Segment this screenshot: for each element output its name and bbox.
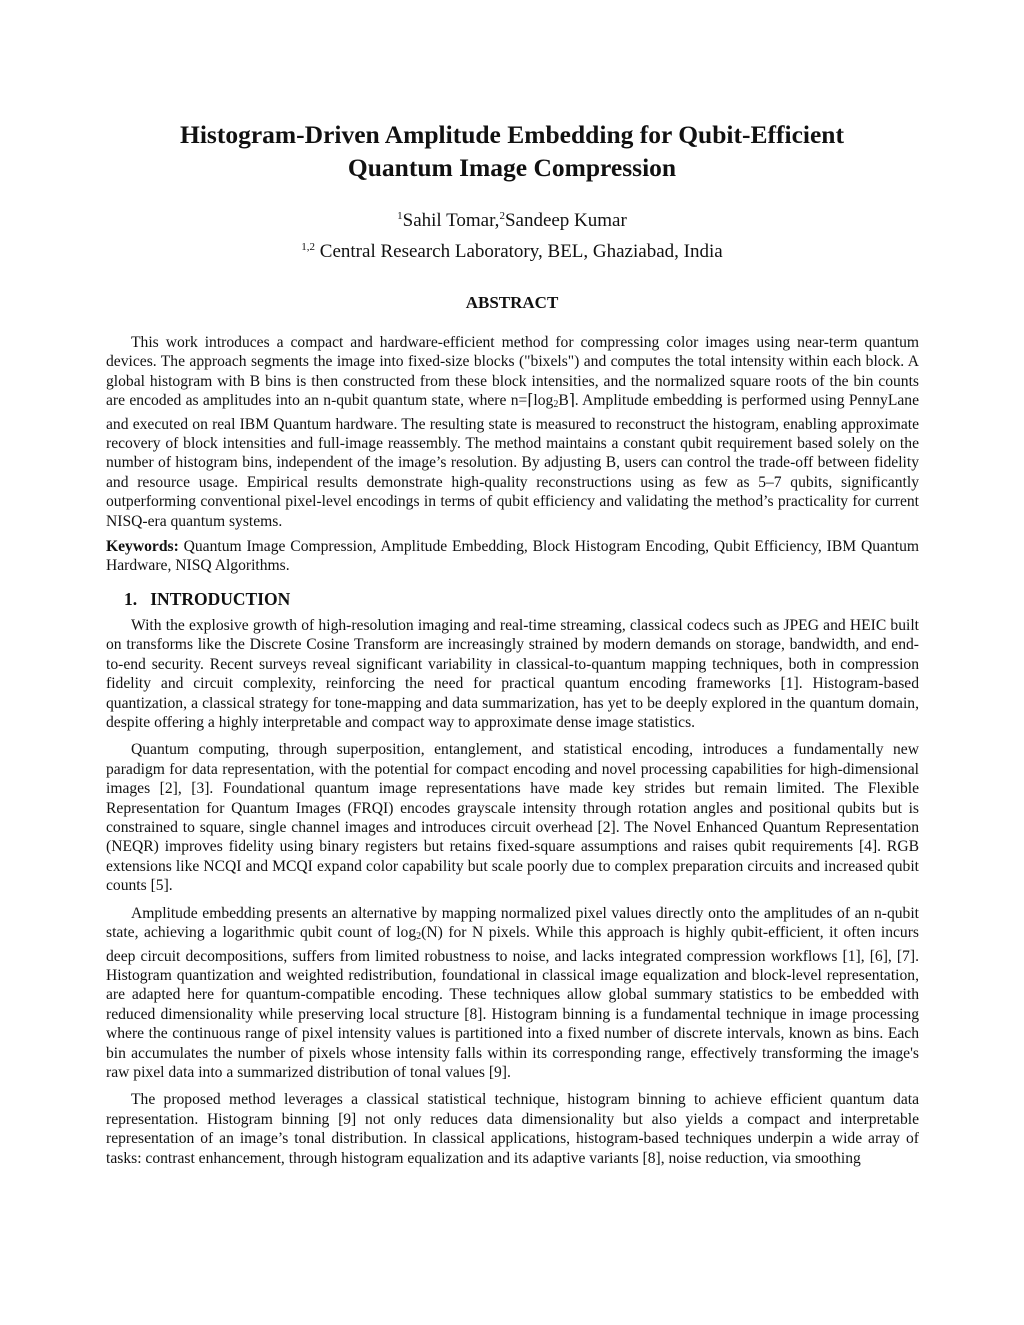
author-names xyxy=(100,203,924,234)
intro-p3-part-2: (N) for N pixels. While this approach is highly qubit-efficient, it often incurs deep circuit decompositions, suffers from limited robustness to noise, and lacks integrated compression workflows [1], [6], [7]. Histogram quantization and weighted redistribution, foundational in classical image equalization and block-level representation, are adapted here for quantum-compatible encoding. These techniques allow global summary statistics to be embedded with reduced dimensionality while preserving local structure [8]. Histogram binning is a fundamental technique in image processing where the continuous range of pixel intensity values is partitioned into a fixed number of discrete intervals, known as bins. Each bin accumulates the number of pixels whose intensity falls within its corresponding range, effectively transforming the image's raw pixel data into a summarized distribution of tonal values [9]. xyxy=(106,924,919,1081)
intro-paragraph-4: The proposed method leverages a classical statistical technique, histogram binning to achieve efficient quantum data representation. Histogram binning [9] not only reduces data dimensionality but also yields a compact and interpretable representation of an image’s tonal distribution. In classical applications, histogram-based techniques underpin a wide array of tasks: contrast enhancement, through histogram equalization and its adaptive variants [8], noise reduction, via smoothing xyxy=(106,1091,919,1167)
author-affiliation xyxy=(100,234,924,265)
intro-paragraph-2: Quantum computing, through superposition, entanglement, and statistical encoding, introduces a fundamentally new paradigm for data representation, with the potential for compact encoding and novel processing capabilities for high-dimensional images [2], [3]. Foundational quantum image representations have made key strides but remain limited. The Flexible Representation for Quantum Images (FRQI) encodes grayscale intensity through rotation angles and positional qubits but is constrained to square, single channel images and introduces circuit overhead [2]. The Novel Enhanced Quantum Representation (NEQR) improves fidelity using binary registers but retains fixed-square assumptions and raises qubit requirements [4]. RGB extensions like NCQI and MCQI expand color capability but scale poorly due to complex preparation circuits and increased qubit counts [5]. xyxy=(106,741,919,895)
affiliation-superscript: 1,2 xyxy=(301,241,316,253)
section-heading-introduction: 1. INTRODUCTION xyxy=(124,589,291,609)
abstract-text-part-2: B⌉. Amplitude embedding is performed using PennyLane and executed on real IBM Quantum hardware. The resulting state is measured to reconstruct the histogram, enabling approximate recovery of block intensities and full-image reassembly. The method maintains a constant qubit requirement based solely on the number of histogram bins, independent of the image’s resolution. By adjusting B, users can control the trade-off between fidelity and resource usage. Empirical results demonstrate high-quality reconstructions using as few as 5–7 qubits, significantly outperforming conventional pixel-level encodings in terms of qubit efficiency and validating the method’s practicality for current NISQ-era quantum systems. xyxy=(106,392,919,530)
intro-paragraph-1: With the explosive growth of high-resolution imaging and real-time streaming, classical codecs such as JPEG and HEIC built on transforms like the Discrete Cosine Transform are increasingly strained by modern demands on storage, bandwidth, and end-to-end security. Recent surveys reveal significant variability in classical-to-quantum mapping techniques, both in compression fidelity and circuit complexity, reinforcing the need for practical quantum encoding frameworks [1]. Histogram-based quantization, a classical strategy for tone-mapping and data summarization, has yet to be deeply explored in the quantum domain, despite offering a highly interpretable and compact way to approximate dense image statistics. xyxy=(106,617,919,732)
intro-log-subscript: 2 xyxy=(416,931,422,943)
abstract-paragraph xyxy=(106,333,919,531)
abstract-body xyxy=(106,333,919,531)
intro-p3-part-1: Amplitude embedding presents an alternative by mapping normalized pixel values directly onto the amplitudes of an n-qubit state, achieving a logarithmic qubit count of log xyxy=(106,904,919,942)
author1-superscript: 1 xyxy=(397,210,403,222)
author2-name: Sandeep Kumar xyxy=(504,210,627,231)
keywords-text: Quantum Image Compression, Amplitude Embedding, Block Histogram Encoding, Qubit Efficiency, IBM Quantum Hardware, NISQ Algorithms. xyxy=(106,538,919,575)
author2-superscript: 2 xyxy=(499,210,505,222)
author1-name: Sahil Tomar, xyxy=(402,210,500,231)
keywords-block xyxy=(106,537,919,576)
abstract-text-part-1: This work introduces a compact and hardware-efficient method for compressing color images using near-term quantum devices. The approach segments the image into fixed-size blocks ("bixels") and computes the total intensity within each block. A global histogram with B bins is then constructed from these block intensities, and the normalized square roots of the bin counts are encoded as amplitudes into an n-qubit quantum state, where n=⌈log xyxy=(106,334,919,410)
abstract-log-subscript: 2 xyxy=(553,399,559,411)
paper-title xyxy=(100,118,924,184)
introduction-body xyxy=(106,616,919,1176)
affiliation-text: Central Research Laboratory, BEL, Ghaziabad, India xyxy=(315,241,723,262)
title-line-2: Quantum Image Compression xyxy=(347,153,677,182)
intro-paragraph-3 xyxy=(106,904,919,1083)
author-block xyxy=(100,203,924,265)
keywords-label: Keywords: xyxy=(106,538,179,555)
title-line-1: Histogram-Driven Amplitude Embedding for Qubit-Efficient xyxy=(180,120,844,149)
keywords-paragraph xyxy=(106,537,919,576)
abstract-heading: ABSTRACT xyxy=(465,293,559,312)
